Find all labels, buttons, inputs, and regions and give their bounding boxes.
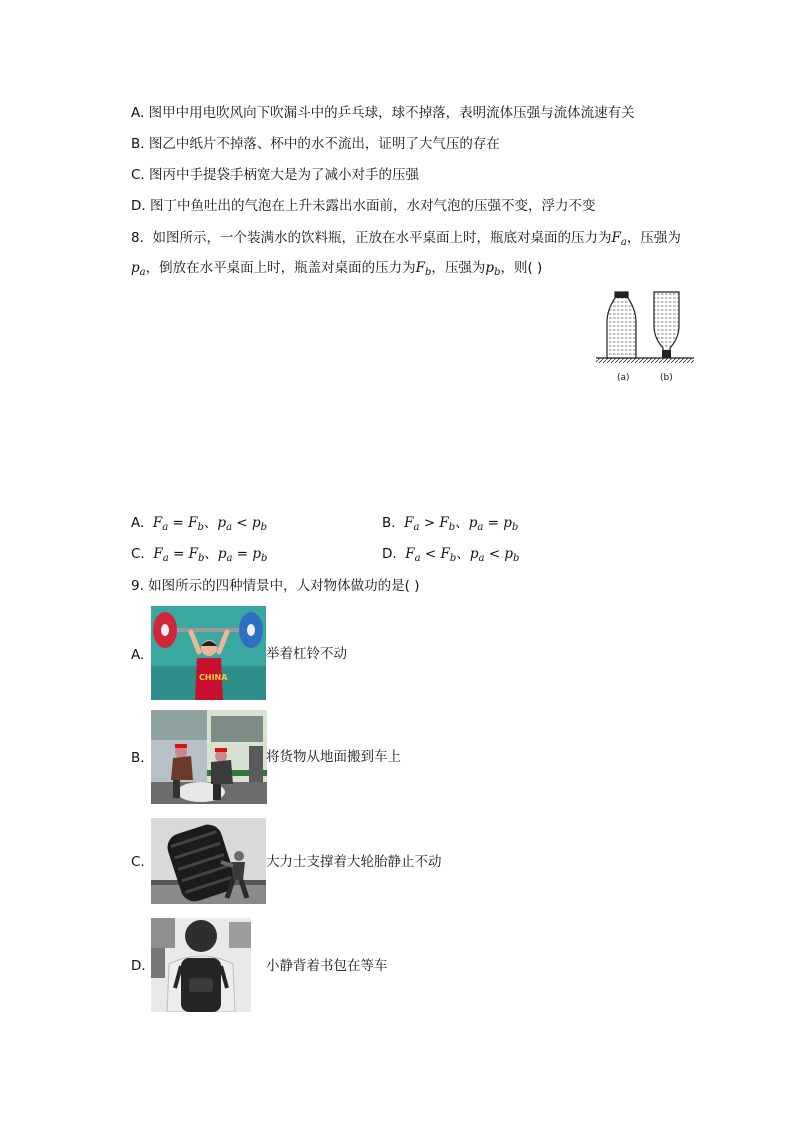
- q8-text-5: ，则( ): [500, 260, 543, 276]
- bottle-a-upright: [607, 292, 636, 358]
- q8-option-a: A. $F_a = F_b$、$p_a < p_b$: [131, 515, 268, 533]
- q9-option-d-caption: 小静背着书包在等车: [266, 958, 388, 974]
- q8-number: 8.: [131, 230, 144, 246]
- symbol-F: F: [415, 260, 425, 276]
- bottle-figure: [590, 288, 700, 388]
- q9-option-a-caption: 举着杠铃不动: [266, 646, 347, 662]
- jersey-text: CHINA: [199, 673, 228, 682]
- subscript-a: a: [139, 267, 146, 278]
- q9-option-b-letter: B.: [131, 750, 145, 766]
- q8-option-d: D. $F_a < F_b$、$p_a < p_b$: [382, 546, 520, 564]
- symbol-p: p: [485, 260, 495, 276]
- q7-option-b: B. 图乙中纸片不掉落、杯中的水不流出，证明了大气压的存在: [131, 136, 500, 152]
- bottle-b-inverted: [654, 292, 679, 358]
- q7-option-d: D. 图丁中鱼吐出的气泡在上升未露出水面前，水对气泡的压强不变，浮力不变: [131, 198, 596, 214]
- q9-option-c-letter: C.: [131, 854, 145, 870]
- q7-option-a: A. 图甲中用电吹风向下吹漏斗中的乒乓球，球不掉落，表明流体压强与流体流速有关: [131, 105, 635, 121]
- q8-text-3: ，倒放在水平桌面上时，瓶盖对桌面的压力为: [145, 260, 416, 276]
- q8-text-4: ，压强为: [431, 260, 486, 276]
- figure-label-b: (b): [660, 373, 673, 383]
- q8-option-c: C. $F_a = F_b$、$p_a = p_b$: [131, 546, 268, 564]
- q9-option-a-letter: A.: [131, 647, 145, 663]
- q8-stem-line2: [131, 259, 542, 282]
- symbol-F: F: [611, 230, 621, 246]
- q8-text-2: ，压强为: [626, 230, 681, 246]
- q9-option-b-caption: 将货物从地面搬到车上: [266, 749, 401, 765]
- schoolbag-photo: [151, 918, 251, 1012]
- table-hatch: [596, 358, 694, 363]
- weightlifter-photo: [151, 606, 266, 700]
- symbol-p: p: [131, 260, 140, 276]
- q9-option-c-caption: 大力士支撑着大轮胎静止不动: [266, 854, 442, 870]
- subscript-b: b: [425, 267, 432, 278]
- q9-option-d-letter: D.: [131, 958, 146, 974]
- carrying-goods-photo: [151, 710, 267, 804]
- q8-option-b: B. $F_a > F_b$、$p_a = p_b$: [382, 515, 519, 533]
- q9-stem: 9. 如图所示的四种情景中，人对物体做功的是( ): [131, 578, 420, 594]
- subscript-b: b: [494, 267, 501, 278]
- figure-label-a: (a): [617, 373, 630, 383]
- q8-text-1: 如图所示，一个装满水的饮料瓶，正放在水平桌面上时，瓶底对桌面的压力为: [152, 230, 612, 246]
- subscript-a: a: [620, 237, 627, 248]
- q7-option-c: C. 图丙中手提袋手柄宽大是为了减小对手的压强: [131, 167, 420, 183]
- tyre-photo: [151, 818, 266, 904]
- q8-stem-line1: [131, 229, 681, 252]
